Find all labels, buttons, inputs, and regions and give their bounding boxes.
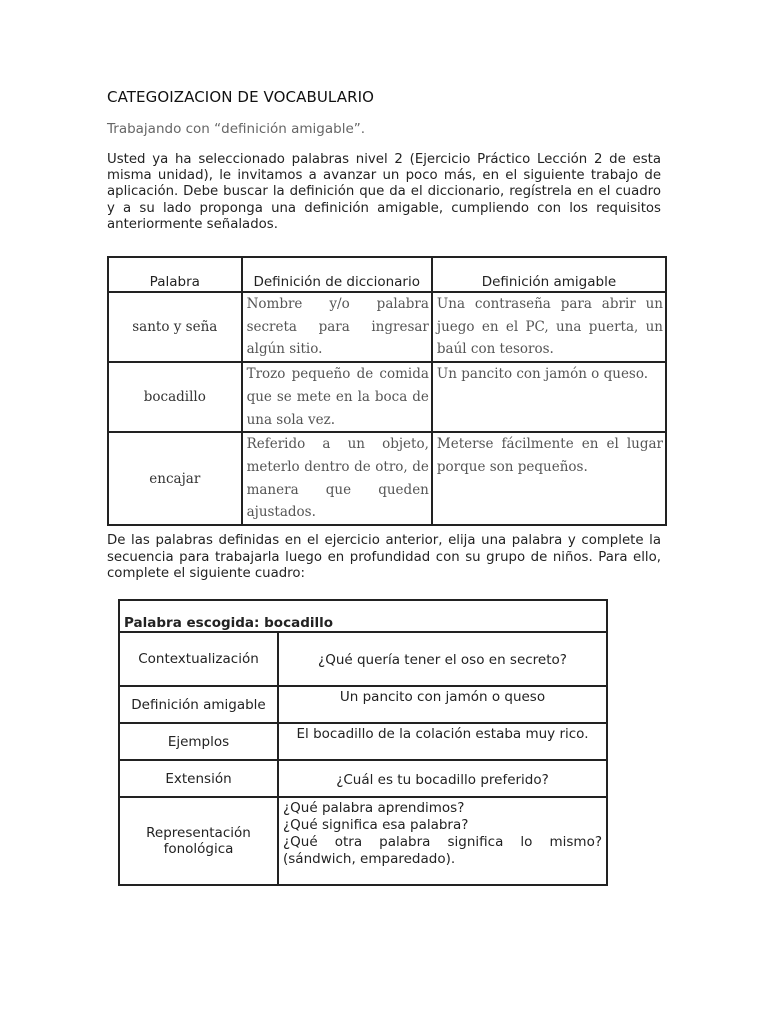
row-value: Un pancito con jamón o queso <box>278 686 607 723</box>
chosen-word-table <box>118 599 608 886</box>
table-row <box>108 292 666 362</box>
chosen-word-label: Palabra escogida: bocadillo <box>119 600 607 632</box>
row-label: Ejemplos <box>119 723 278 760</box>
table-row <box>119 632 607 686</box>
friendly-definition-cell: Un pancito con jamón o queso. <box>432 362 666 432</box>
page-title: CATEGOIZACION DE VOCABULARIO <box>107 88 375 106</box>
row-label: Definición amigable <box>119 686 278 723</box>
instructions-paragraph: De las palabras definidas en el ejercicio anterior, elija una palabra y complete la secuencia para trabajarla luego en profundidad con su grupo de niños. Para ello, complete el siguiente cuadro: <box>107 533 661 581</box>
row-value: El bocadillo de la colación estaba muy rico. <box>278 723 607 760</box>
dictionary-definition-cell: Trozo pequeño de comida que se mete en la boca de una sola vez. <box>242 362 432 432</box>
friendly-definition-cell: Meterse fácilmente en el lugar porque son pequeños. <box>432 432 666 525</box>
table-row <box>119 760 607 797</box>
question-line: ¿Qué palabra aprendimos? <box>283 800 465 816</box>
table-row <box>119 723 607 760</box>
question-line: ¿Qué otra palabra significa lo mismo? (sándwich, emparedado). <box>283 834 602 867</box>
word-cell: bocadillo <box>108 362 242 432</box>
row-value: ¿Qué quería tener el oso en secreto? <box>278 632 607 686</box>
column-header: Definición amigable <box>432 257 666 292</box>
row-label: Extensión <box>119 760 278 797</box>
word-cell: encajar <box>108 432 242 525</box>
chosen-word-row <box>119 600 607 632</box>
subtitle: Trabajando con “definición amigable”. <box>107 121 366 137</box>
friendly-definition-cell: Una contraseña para abrir un juego en el PC, una puerta, un baúl con tesoros. <box>432 292 666 362</box>
vocabulary-table <box>107 256 667 526</box>
table-header-row <box>108 257 666 292</box>
row-label: Representación fonológica <box>119 797 278 885</box>
table-row <box>108 432 666 525</box>
dictionary-definition-cell: Referido a un objeto, meterlo dentro de otro, de manera que queden ajustados. <box>242 432 432 525</box>
table-row <box>108 362 666 432</box>
column-header: Palabra <box>108 257 242 292</box>
row-value: ¿Cuál es tu bocadillo preferido? <box>278 760 607 797</box>
phonological-questions <box>278 797 607 885</box>
question-line: ¿Qué significa esa palabra? <box>283 817 469 833</box>
dictionary-definition-cell: Nombre y/o palabra secreta para ingresar algún sitio. <box>242 292 432 362</box>
column-header: Definición de diccionario <box>242 257 432 292</box>
table-row <box>119 797 607 885</box>
row-label: Contextualización <box>119 632 278 686</box>
intro-paragraph: Usted ya ha seleccionado palabras nivel 2 (Ejercicio Práctico Lección 2 de esta misma unidad), le invitamos a avanzar un poco más, en el siguiente trabajo de aplicación. Debe buscar la definición que da el diccionario, regístrela en el cuadro y a su lado proponga una definición amigable, cumpliendo con los requisitos anteriormente señalados. <box>107 152 661 232</box>
word-cell: santo y seña <box>108 292 242 362</box>
table-row <box>119 686 607 723</box>
